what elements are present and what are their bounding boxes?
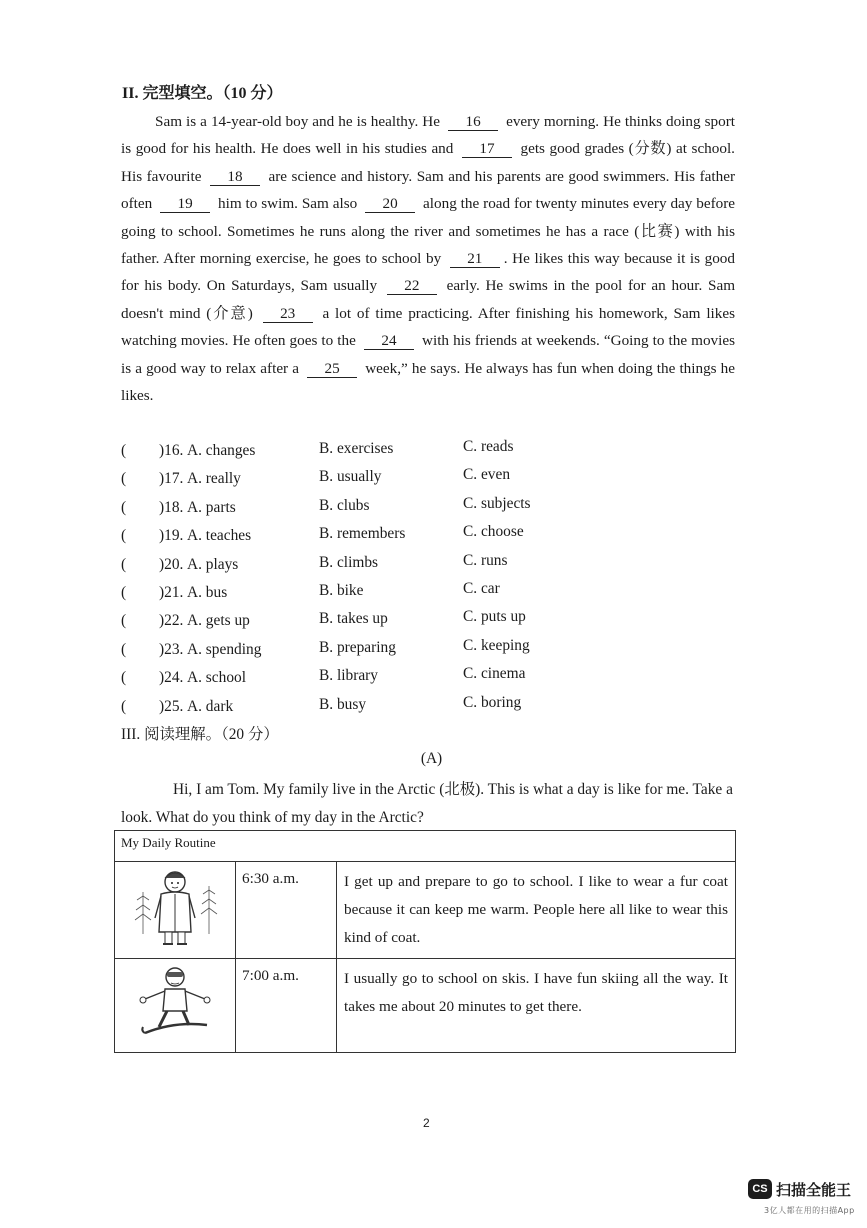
- answer-bracket[interactable]: (: [121, 669, 127, 687]
- question-number: )22.: [159, 612, 184, 630]
- question-row: [121, 438, 741, 466]
- section-2-title: II. 完型填空。（10 分）: [122, 85, 283, 102]
- option-c: C. runs: [463, 551, 508, 569]
- option-a: A. school: [187, 669, 246, 687]
- option-b: B. exercises: [319, 440, 394, 457]
- question-row: [121, 637, 741, 665]
- option-a: A. teaches: [187, 527, 252, 545]
- option-a: A. plays: [187, 555, 239, 573]
- table-header: My Daily Routine: [115, 831, 736, 862]
- time-cell: 7:00 a.m.: [236, 959, 337, 1053]
- option-b: B. climbs: [319, 553, 378, 571]
- question-row: [121, 608, 741, 636]
- option-c: C. keeping: [463, 636, 530, 654]
- question-row: [121, 694, 741, 722]
- option-b: B. busy: [319, 695, 367, 713]
- intro-text: Hi, I am Tom. My family live in the Arctic (北极). This is what a day is like for me. Take a look. What do you think of my day in the Arctic?: [121, 781, 733, 826]
- option-b: B. clubs: [319, 496, 370, 514]
- question-row: [121, 523, 741, 551]
- passage-text: are science and history. Sam and his parents are good swimmers. His father often: [121, 167, 736, 213]
- question-number: )18.: [159, 498, 184, 516]
- question-number: )24.: [159, 669, 184, 687]
- daily-routine-table: [114, 830, 736, 1053]
- answer-bracket[interactable]: (: [121, 498, 127, 516]
- answer-bracket[interactable]: (: [121, 555, 127, 573]
- passage-text: Sam is a 14-year-old boy and he is healthy. He: [155, 113, 441, 130]
- table-header-row: [115, 831, 736, 862]
- blank-21: 21: [450, 251, 500, 268]
- option-a: A. really: [187, 470, 241, 488]
- time-cell: 6:30 a.m.: [236, 862, 337, 959]
- option-a: A. spending: [187, 640, 262, 658]
- question-number: )19.: [159, 527, 184, 545]
- page-number: 2: [423, 1116, 430, 1130]
- question-number: )21.: [159, 583, 184, 601]
- answer-bracket[interactable]: (: [121, 583, 127, 601]
- option-b: B. preparing: [319, 638, 396, 656]
- question-number: )23.: [159, 640, 184, 658]
- boy-fur-coat-icon: [115, 862, 235, 950]
- description-cell: I get up and prepare to go to school. I like to wear a fur coat because it can keep me warm. People here all like to wear this kind of coat.: [337, 862, 736, 959]
- scanner-logo-icon: CS: [748, 1179, 772, 1199]
- passage-text: a lot of time practicing. After finishing his homework, Sam likes watching movies. He often goes to the: [121, 304, 736, 350]
- blank-19: 19: [160, 196, 210, 213]
- option-c: C. choose: [463, 523, 524, 541]
- option-c: C. cinema: [463, 665, 526, 683]
- blank-23: 23: [263, 306, 313, 323]
- option-a: A. changes: [187, 442, 256, 459]
- option-c: C. subjects: [463, 494, 531, 512]
- option-b: B. bike: [319, 581, 364, 599]
- part-label: [0, 750, 867, 768]
- blank-25: 25: [307, 361, 357, 378]
- table-row: [115, 959, 736, 1053]
- passage-text: every morning. He thinks doing sport is good for his health. He does well in his studies and: [121, 113, 736, 158]
- answer-bracket[interactable]: (: [121, 612, 127, 630]
- blank-17: 17: [462, 141, 512, 158]
- option-b: B. takes up: [319, 610, 388, 628]
- answer-options: [121, 438, 741, 722]
- option-a: A. bus: [187, 583, 228, 601]
- question-row: [121, 580, 741, 608]
- answer-bracket[interactable]: (: [121, 470, 127, 488]
- picture-cell: [115, 862, 236, 959]
- skiing-boy-icon: [115, 959, 235, 1047]
- passage-text: him to swim. Sam also: [218, 195, 358, 213]
- answer-bracket[interactable]: (: [121, 697, 127, 715]
- option-c: C. puts up: [463, 608, 526, 626]
- option-a: A. gets up: [187, 612, 250, 630]
- answer-bracket[interactable]: (: [121, 442, 127, 459]
- blank-22: 22: [387, 278, 437, 295]
- blank-16: 16: [448, 114, 498, 131]
- option-c: C. boring: [463, 693, 522, 711]
- description-cell: I usually go to school on skis. I have fun skiing all the way. It takes me about 20 minutes to get there.: [337, 959, 736, 1053]
- option-a: A. parts: [187, 498, 236, 516]
- passage-text: . He likes this way because it is good for his body. On Saturdays, Sam usually: [121, 250, 735, 295]
- option-a: A. dark: [187, 697, 234, 715]
- blank-24: 24: [364, 333, 414, 350]
- passage-text: along the road for twenty minutes every day before going to school. Sometimes he runs along the river and sometimes he has a race (比赛) with his father. After morning exercise, he goes to school by: [121, 195, 736, 268]
- question-row: [121, 466, 741, 494]
- option-c: C. even: [463, 466, 511, 484]
- scanner-app-name: 扫描全能王: [776, 1181, 852, 1199]
- reading-intro: [121, 776, 743, 832]
- option-b: B. library: [319, 667, 378, 685]
- option-c: C. car: [463, 579, 500, 597]
- blank-20: 20: [365, 196, 415, 213]
- question-row: [121, 552, 741, 580]
- option-b: B. remembers: [319, 525, 406, 543]
- passage-text: week,” he says. He always has fun when doing the things he likes.: [121, 359, 736, 405]
- question-number: )17.: [159, 470, 184, 488]
- question-row: [121, 665, 741, 693]
- blank-18: 18: [210, 169, 260, 186]
- answer-bracket[interactable]: (: [121, 640, 127, 658]
- answer-bracket[interactable]: (: [121, 527, 127, 545]
- option-b: B. usually: [319, 468, 382, 486]
- option-c: C. reads: [463, 438, 514, 455]
- passage-text: gets good grades (分数) at school. His favourite: [121, 140, 735, 185]
- passage-text: with his friends at weekends. “Going to the movies is a good way to relax after a: [121, 332, 736, 377]
- question-number: )25.: [159, 697, 184, 715]
- question-row: [121, 495, 741, 523]
- cloze-passage: [121, 108, 735, 409]
- picture-cell: [115, 959, 236, 1053]
- section-3-title: III. 阅读理解。（20 分）: [121, 726, 279, 743]
- passage-text: early. He swims in the pool for an hour. Sam doesn't mind (介意): [121, 277, 736, 322]
- question-number: )20.: [159, 555, 184, 573]
- part-a-label: (A): [420, 750, 443, 767]
- table-row: [115, 862, 736, 959]
- scanner-tagline: 3亿人都在用的扫描App: [764, 1206, 855, 1215]
- question-number: )16.: [159, 442, 184, 459]
